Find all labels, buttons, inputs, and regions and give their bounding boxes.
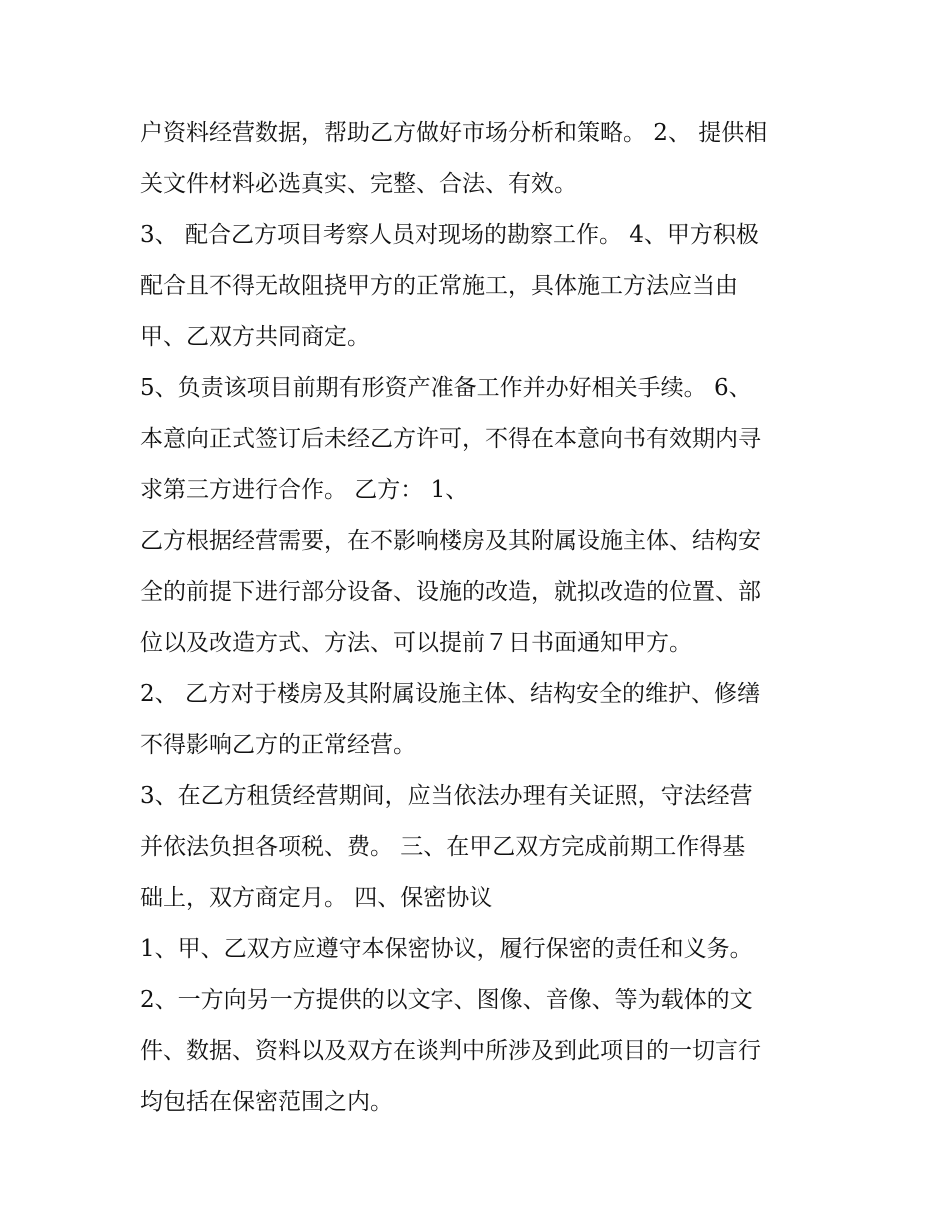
text-line: 均包括在保密范围之内。 (140, 1089, 393, 1115)
text-line: 3、 配合乙方项目考察人员对现场的勘察工作。 4、甲方积极 (140, 222, 759, 248)
text-line: 本意向正式签订后未经乙方许可，不得在本意向书有效期内寻 (140, 426, 761, 452)
text-line: 关文件材料必选真实、完整、合法、有效。 (140, 171, 577, 197)
text-line: 5、负责该项目前期有形资产准备工作并办好相关手续。 6、 (140, 375, 752, 401)
text-line: 础上，双方商定月。 四、保密协议 (140, 885, 493, 911)
text-line: 件、数据、资料以及双方在谈判中所涉及到此项目的一切言行 (140, 1038, 761, 1064)
text-line: 并依法负担各项税、费。 三、在甲乙双方完成前期工作得基 (140, 834, 746, 860)
text-line: 户资料经营数据，帮助乙方做好市场分析和策略。 2、 提供相 (140, 120, 768, 146)
text-line: 甲、乙双方共同商定。 (140, 324, 370, 350)
text-line: 配合且不得无故阻挠甲方的正常施工，具体施工方法应当由 (140, 273, 738, 299)
text-line: 1、甲、乙双方应遵守本保密协议，履行保密的责任和义务。 (140, 936, 753, 962)
document-body (140, 108, 840, 1128)
text-line: 求第三方进行合作。 乙方： 1、 (140, 477, 469, 503)
text-line: 位以及改造方式、方法、可以提前７日书面通知甲方。 (140, 630, 692, 656)
text-line: 2、 乙方对于楼房及其附属设施主体、结构安全的维护、修缮 (140, 681, 760, 707)
text-line: 2、一方向另一方提供的以文字、图像、音像、等为载体的文 (140, 987, 753, 1013)
text-line: 乙方根据经营需要，在不影响楼房及其附属设施主体、结构安 (140, 528, 761, 554)
text-line: 全的前提下进行部分设备、设施的改造，就拟改造的位置、部 (140, 579, 761, 605)
text-line: 不得影响乙方的正常经营。 (140, 732, 416, 758)
text-line: 3、在乙方租赁经营期间，应当依法办理有关证照，守法经营 (140, 783, 753, 809)
